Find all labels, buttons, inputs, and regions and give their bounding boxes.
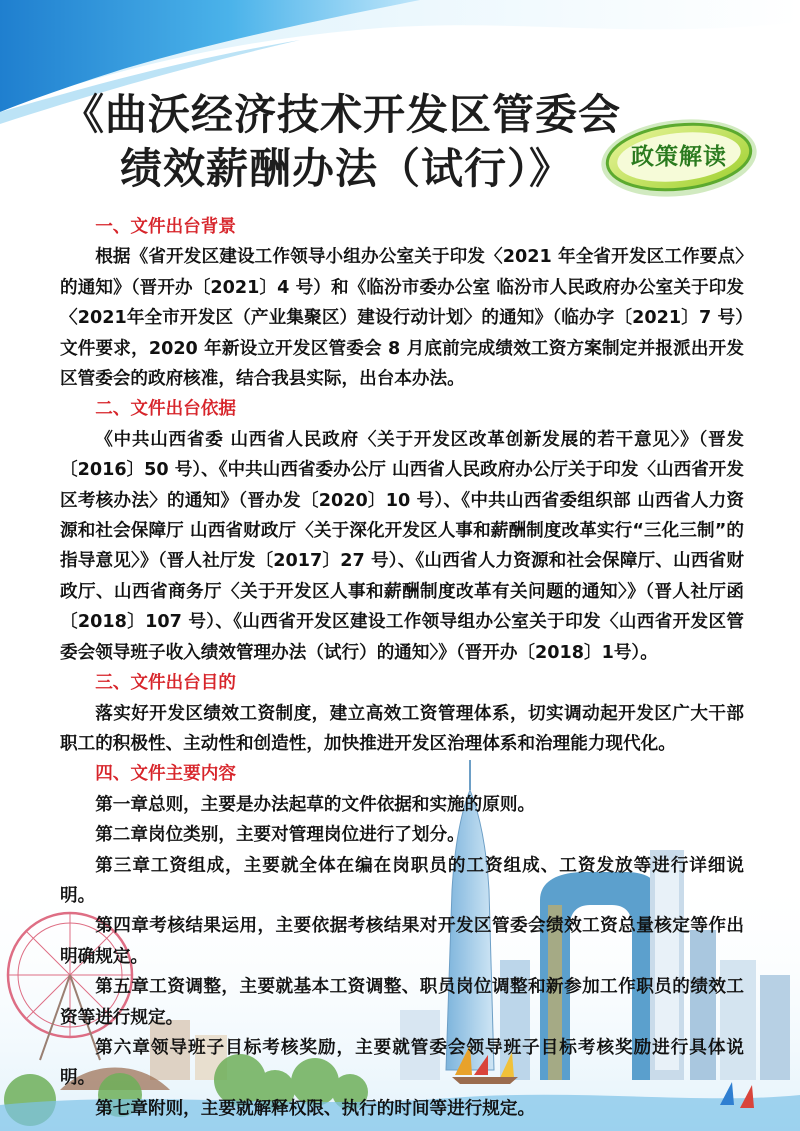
page-title-line-2: 绩效薪酬办法（试行）》 — [120, 144, 573, 193]
document-body — [60, 212, 744, 1124]
section-paragraph: 第二章岗位类别，主要对管理岗位进行了划分。 — [95, 825, 465, 846]
section-paragraph: 第七章附则，主要就解释权限、执行的时间等进行规定。 — [95, 1098, 536, 1119]
page-title-line-1: 《曲沃经济技术开发区管委会 — [62, 90, 622, 139]
section-paragraph: 第一章总则，主要是办法起草的文件依据和实施的原则。 — [95, 794, 536, 815]
section-heading: 三、文件出台目的 — [95, 673, 236, 694]
section-paragraph: 第四章考核结果运用，主要依据考核结果对开发区管委会绩效工资总量核定等作出明确规定。 — [60, 916, 744, 967]
section-paragraph: 落实好开发区绩效工资制度，建立高效工资管理体系，切实调动起开发区广大干部职工的积极性、主动性和创造性，加快推进开发区治理体系和治理能力现代化。 — [60, 703, 744, 754]
badge-label: 政策解读 — [631, 144, 727, 170]
section-1 — [60, 212, 744, 394]
section-paragraph: 第三章工资组成，主要就全体在编在岗职员的工资组成、工资发放等进行详细说明。 — [60, 855, 744, 906]
section-4 — [60, 759, 744, 1124]
section-paragraph: 《中共山西省委 山西省人民政府〈关于开发区改革创新发展的若干意见〉》（晋发〔2016〕50 号）、《中共山西省委办公厅 山西省人民政府办公厅关于印发〈山西省开发区考核办法〉的通知》（晋办发〔2020〕10 号）、《中共山西省委组织部 山西省人力资源和社会保障厅 山西省财政厅〈关于深化开发区人事和薪酬制度改革实行“三化三制”的指导意见〉》（晋人社厅发〔2017〕27 号）、《山西省人力资源和社会保障厅、山西省财政厅、山西省商务厅〈关于开发区人事和薪酬制度改革有关问题的通知〉》（晋人社厅函〔2018〕107 号）、《山西省开发区建设工作领导组办公室关于印发〈山西省开发区管委会领导班子收入绩效管理办法（试行）的通知〉》（晋开办〔2018〕1号）。 — [60, 429, 744, 663]
section-heading: 四、文件主要内容 — [95, 764, 236, 785]
section-heading: 二、文件出台依据 — [95, 399, 236, 420]
section-paragraph: 第六章领导班子目标考核奖励，主要就管委会领导班子目标考核奖励进行具体说明。 — [60, 1037, 744, 1089]
section-2 — [60, 394, 744, 668]
section-3 — [60, 668, 744, 759]
policy-interpretation-badge — [598, 114, 760, 204]
section-heading: 一、文件出台背景 — [95, 217, 236, 237]
page-title — [62, 88, 621, 196]
section-paragraph: 第五章工资调整，主要就基本工资调整、职员岗位调整和新参加工作职员的绩效工资等进行规定。 — [60, 977, 744, 1028]
section-paragraph: 根据《省开发区建设工作领导小组办公室关于印发〈2021 年全省开发区工作要点〉的通知》（晋开办〔2021〕4 号）和《临汾市委办公室 临汾市人民政府办公室关于印发〈2021年全市开发区（产业集聚区）建设行动计划〉的通知》（临办字〔2021〕7 号）文件要求，2020 年新设立开发区管委会 8 月底前完成绩效工资方案制定并报派出开发区管委会的政府核准，结合我县实际，出台本办法。 — [60, 247, 744, 390]
